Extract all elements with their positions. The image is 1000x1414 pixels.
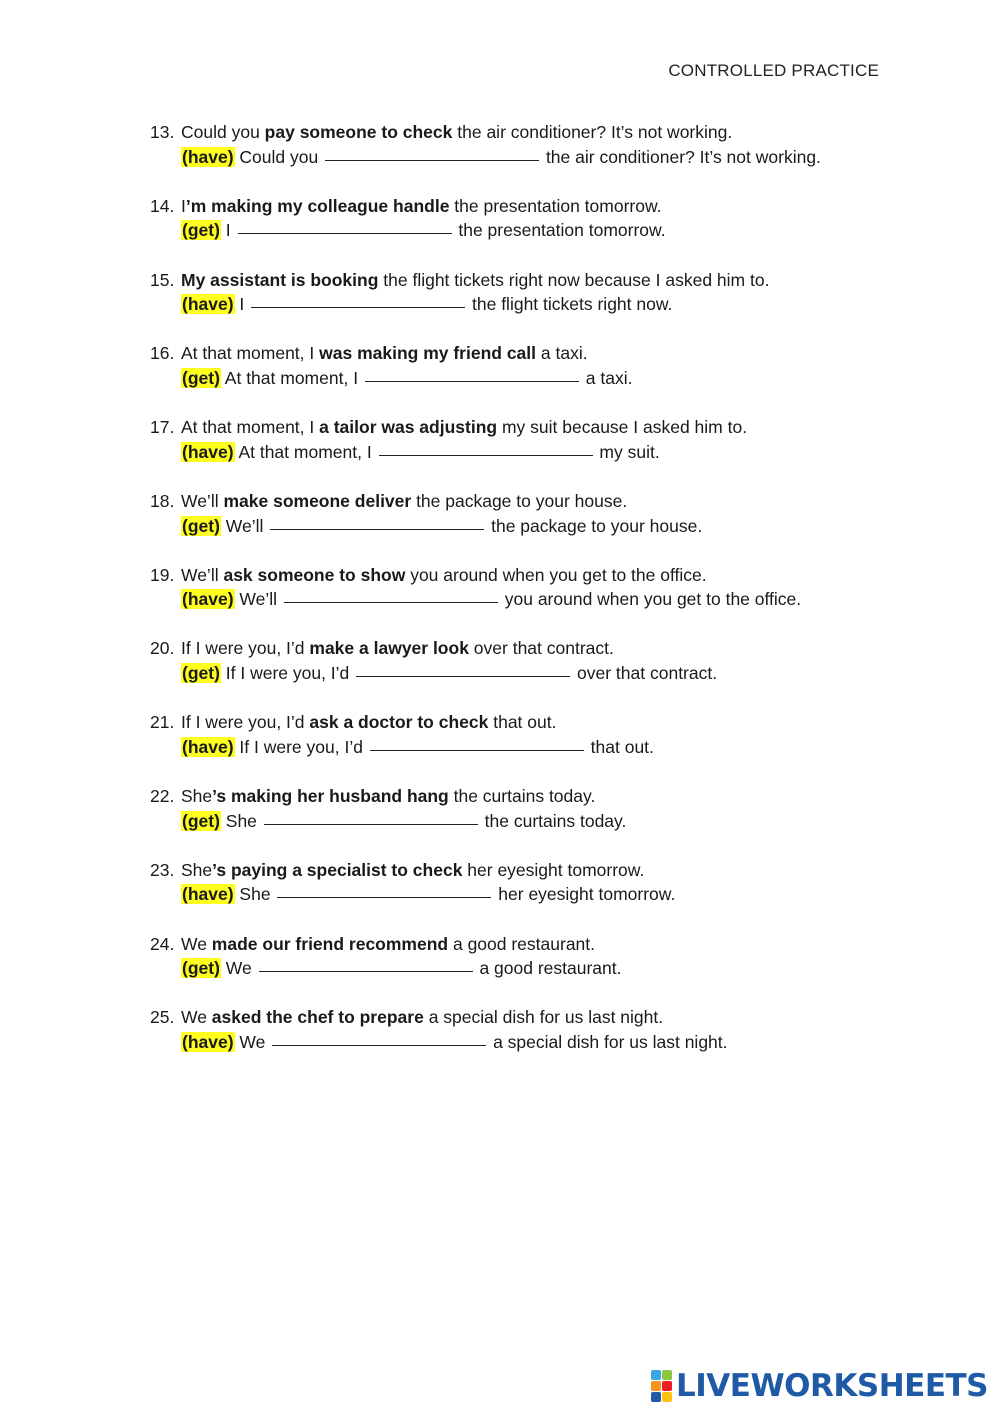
sentence-text (181, 415, 747, 440)
rewrite-suffix: her eyesight tomorrow. (493, 884, 676, 905)
exercise-item-17 (150, 415, 890, 464)
exercise-item-16 (150, 341, 890, 390)
sentence-part: over that contract. (468, 638, 614, 659)
sentence-part: We (181, 933, 212, 954)
rewrite-sentence (150, 956, 890, 981)
sentence-text (181, 268, 769, 293)
sentence-part: the package to your house. (411, 490, 628, 511)
rewrite-suffix: the curtains today. (479, 810, 627, 831)
item-number: 23. (150, 859, 175, 880)
sentence-part: a good restaurant. (448, 933, 596, 954)
rewrite-prefix: At that moment, I (234, 441, 377, 462)
rewrite-sentence (150, 587, 890, 612)
sentence-part: you around when you get to the office. (405, 564, 707, 585)
rewrite-suffix: you around when you get to the office. (499, 589, 802, 610)
sentence-bold-part: pay someone to check (264, 122, 453, 142)
sentence-text (181, 784, 595, 809)
rewrite-sentence (150, 145, 890, 170)
verb-hint-badge: (have) (182, 294, 234, 315)
exercise-item-15 (150, 268, 890, 317)
sentence-bold-part: ask someone to show (223, 564, 406, 585)
rewrite-suffix: that out. (585, 736, 654, 757)
verb-hint-badge: (have) (182, 736, 234, 757)
rewrite-prefix: We’ll (234, 589, 282, 610)
sentence-text (181, 636, 614, 661)
exercise-item-23 (150, 858, 890, 907)
rewrite-suffix: a special dish for us last night. (488, 1031, 728, 1052)
rewrite-sentence (150, 882, 890, 907)
exercise-item-25 (150, 1005, 890, 1054)
logo-square (662, 1381, 672, 1391)
exercise-item-19 (150, 563, 890, 612)
sentence-text (181, 341, 588, 366)
exercise-item-14 (150, 194, 890, 243)
item-number: 24. (150, 933, 175, 954)
rewrite-sentence (150, 292, 890, 317)
brand-name: LIVEWORKSHEETS (676, 1368, 988, 1404)
sentence-part: Could you (181, 122, 265, 142)
rewrite-prefix: I (220, 220, 236, 241)
exercise-item-18 (150, 489, 890, 538)
logo-square (651, 1392, 661, 1402)
sentence-part: At that moment, I (181, 417, 320, 438)
verb-hint-badge: (have) (182, 146, 234, 167)
logo-mark-icon (651, 1370, 672, 1402)
sentence-part: the flight tickets right now because I asked him to. (378, 269, 770, 290)
sentence-bold-part: make a lawyer look (309, 638, 469, 659)
answer-blank[interactable] (270, 528, 484, 530)
rewrite-prefix: She (220, 810, 262, 831)
answer-blank[interactable] (365, 380, 579, 382)
original-sentence (150, 710, 890, 735)
sentence-text (181, 1005, 663, 1030)
rewrite-suffix: a taxi. (580, 367, 633, 388)
verb-hint-badge: (get) (182, 663, 220, 684)
item-number: 21. (150, 712, 175, 733)
exercise-item-21 (150, 710, 890, 759)
answer-blank[interactable] (356, 675, 570, 677)
rewrite-sentence (150, 809, 890, 834)
rewrite-sentence (150, 735, 890, 760)
verb-hint-badge: (get) (182, 367, 220, 388)
sentence-part: She (181, 859, 213, 880)
answer-blank[interactable] (272, 1044, 486, 1046)
page-header-title: CONTROLLED PRACTICE (668, 61, 879, 80)
logo-square (651, 1370, 661, 1380)
exercise-item-20 (150, 636, 890, 685)
sentence-text (181, 710, 556, 735)
original-sentence (150, 120, 890, 145)
sentence-text (181, 858, 644, 883)
item-number: 16. (150, 343, 175, 364)
rewrite-prefix: We (220, 958, 257, 979)
exercise-item-22 (150, 784, 890, 833)
rewrite-sentence (150, 366, 890, 391)
sentence-text (181, 563, 707, 588)
sentence-part: We (181, 1007, 212, 1028)
sentence-part: She (181, 786, 213, 807)
rewrite-sentence (150, 218, 890, 243)
sentence-part: her eyesight tomorrow. (462, 859, 645, 880)
original-sentence (150, 489, 890, 514)
rewrite-prefix: I (234, 294, 250, 315)
verb-hint-badge: (have) (182, 441, 234, 462)
original-sentence (150, 1005, 890, 1030)
exercise-item-13 (150, 120, 890, 169)
verb-hint-badge: (have) (182, 1031, 234, 1052)
original-sentence (150, 415, 890, 440)
exercise-item-24 (150, 932, 890, 981)
item-number: 14. (150, 195, 175, 216)
rewrite-sentence (150, 661, 890, 686)
exercise-list (150, 120, 890, 1079)
rewrite-suffix: a good restaurant. (474, 958, 622, 979)
original-sentence (150, 341, 890, 366)
logo-square (651, 1381, 661, 1391)
sentence-text (181, 932, 595, 957)
sentence-part: We’ll (181, 490, 224, 511)
sentence-part: We’ll (181, 564, 224, 585)
sentence-part: At that moment, I (181, 343, 320, 364)
answer-blank[interactable] (251, 306, 465, 308)
item-number: 17. (150, 417, 175, 438)
sentence-bold-part: make someone deliver (223, 490, 412, 511)
sentence-bold-part: ’s making her husband hang (212, 786, 449, 807)
verb-hint-badge: (get) (182, 515, 220, 536)
verb-hint-badge: (have) (182, 589, 234, 610)
answer-blank[interactable] (238, 232, 452, 234)
sentence-bold-part: made our friend recommend (211, 933, 449, 954)
rewrite-suffix: the presentation tomorrow. (453, 220, 666, 241)
verb-hint-badge: (have) (182, 884, 234, 905)
sentence-part: the presentation tomorrow. (449, 195, 662, 216)
answer-blank[interactable] (370, 749, 584, 751)
original-sentence (150, 636, 890, 661)
rewrite-prefix: At that moment, I (220, 367, 363, 388)
answer-blank[interactable] (325, 159, 539, 161)
sentence-bold-part: ’s paying a specialist to check (212, 859, 463, 880)
original-sentence (150, 268, 890, 293)
item-number: 25. (150, 1007, 175, 1028)
item-number: 18. (150, 490, 175, 511)
rewrite-prefix: If I were you, I’d (234, 736, 368, 757)
item-number: 19. (150, 564, 175, 585)
item-number: 15. (150, 269, 175, 290)
rewrite-suffix: the air conditioner? It’s not working. (541, 146, 821, 167)
logo-square (662, 1370, 672, 1380)
sentence-bold-part: a tailor was adjusting (319, 417, 498, 438)
sentence-bold-part: My assistant is booking (181, 269, 379, 290)
sentence-part: my suit because I asked him to. (497, 417, 748, 438)
original-sentence (150, 932, 890, 957)
answer-blank[interactable] (277, 896, 491, 898)
rewrite-prefix: If I were you, I’d (220, 663, 355, 684)
rewrite-prefix: We’ll (220, 515, 269, 536)
sentence-part: the curtains today. (448, 786, 596, 807)
original-sentence (150, 563, 890, 588)
sentence-bold-part: asked the chef to prepare (211, 1007, 424, 1028)
rewrite-suffix: the flight tickets right now. (467, 294, 673, 315)
verb-hint-badge: (get) (182, 810, 220, 831)
sentence-bold-part: was making my friend call (319, 343, 537, 364)
sentence-part: the air conditioner? It’s not working. (452, 122, 733, 142)
sentence-part: a taxi. (536, 343, 588, 364)
sentence-part: that out. (488, 712, 557, 733)
verb-hint-badge: (get) (182, 220, 220, 241)
rewrite-sentence (150, 1030, 890, 1055)
rewrite-prefix: She (234, 884, 276, 905)
sentence-text (181, 194, 662, 219)
sentence-part: If I were you, I’d (181, 638, 310, 659)
sentence-text (181, 489, 627, 514)
sentence-part: a special dish for us last night. (423, 1007, 664, 1028)
rewrite-suffix: my suit. (594, 441, 660, 462)
original-sentence (150, 784, 890, 809)
item-number: 20. (150, 638, 175, 659)
rewrite-sentence (150, 440, 890, 465)
original-sentence (150, 194, 890, 219)
item-number: 13. (150, 122, 175, 142)
verb-hint-badge: (get) (182, 958, 220, 979)
rewrite-prefix: Could you (234, 146, 324, 167)
rewrite-suffix: the package to your house. (486, 515, 703, 536)
sentence-part: I (181, 195, 186, 216)
logo-square (662, 1392, 672, 1402)
rewrite-prefix: We (234, 1031, 271, 1052)
item-number: 22. (150, 786, 175, 807)
sentence-text (181, 120, 732, 145)
answer-blank[interactable] (264, 823, 478, 825)
answer-blank[interactable] (379, 454, 593, 456)
sentence-part: If I were you, I’d (181, 712, 310, 733)
liveworksheets-logo[interactable] (651, 1368, 988, 1404)
rewrite-suffix: over that contract. (572, 663, 718, 684)
answer-blank[interactable] (259, 970, 473, 972)
sentence-bold-part: ’m making my colleague handle (185, 195, 450, 216)
answer-blank[interactable] (284, 601, 498, 603)
original-sentence (150, 858, 890, 883)
rewrite-sentence (150, 514, 890, 539)
sentence-bold-part: ask a doctor to check (309, 712, 489, 733)
